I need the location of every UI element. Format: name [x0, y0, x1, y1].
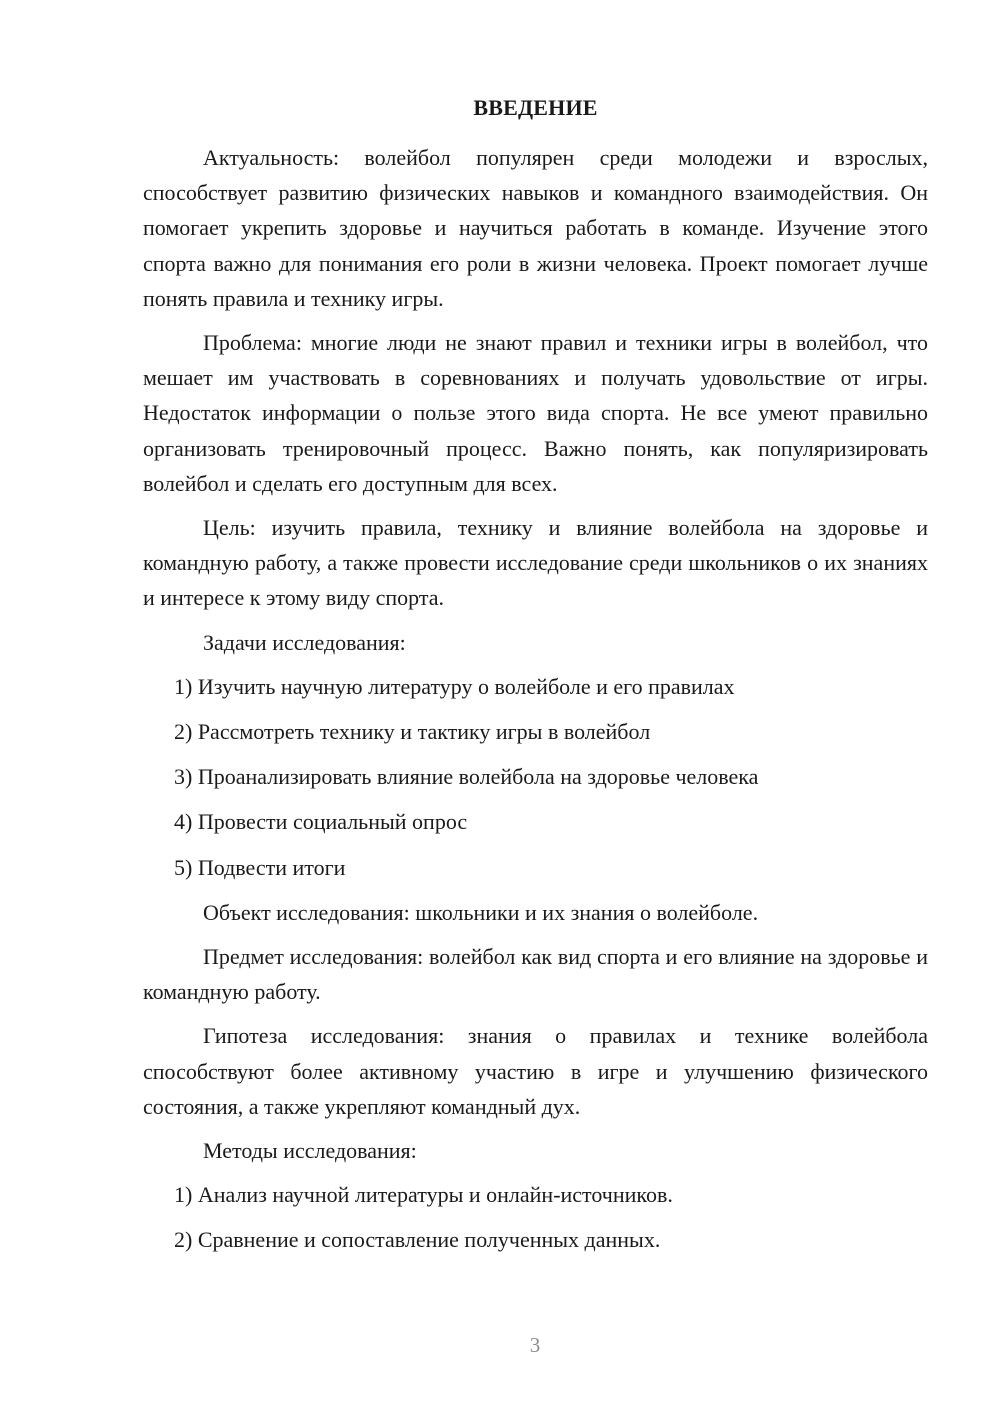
task-item: 5) Подвести итоги [174, 854, 346, 880]
task-item: 2) Рассмотреть технику и тактику игры в волейбол [174, 719, 651, 745]
problem-paragraph: Проблема: многие люди не знают правил и техники игры в волейбол, что мешает им участвовать в соревнованиях и получать удовольствие от игры. Недостаток информации о пользе этого вида спорта. Не все умеют правильно организовать тренировочный процесс. Важно понять, как популяризировать волейбол и сделать его доступным для всех. [143, 330, 928, 496]
hypothesis-paragraph: Гипотеза исследования: знания о правилах и технике волейбола способствуют более активному участию в игре и улучшению физического состояния, а также укрепляют командный дух. [143, 1023, 928, 1119]
task-item: 1) Изучить научную литературу о волейболе и его правилах [174, 673, 735, 699]
method-item: 2) Сравнение и сопоставление полученных данных. [174, 1227, 661, 1253]
page-number: 3 [529, 1333, 541, 1357]
page-title: ВВЕДЕНИЕ [473, 95, 598, 120]
object-paragraph: Объект исследования: школьники и их знания о волейболе. [203, 899, 759, 925]
goal-paragraph: Цель: изучить правила, технику и влияние волейбола на здоровье и командную работу, а также провести исследование среди школьников о их знаниях и интересе к этому виду спорта. [143, 515, 928, 611]
method-item: 1) Анализ научной литературы и онлайн-источников. [174, 1182, 673, 1208]
subject-paragraph: Предмет исследования: волейбол как вид спорта и его влияние на здоровье и командную работу. [143, 944, 928, 1005]
relevance-paragraph: Актуальность: волейбол популярен среди молодежи и взрослых, способствует развитию физических навыков и командного взаимодействия. Он помогает укрепить здоровье и научиться работать в команде. Изучение этого спорта важно для понимания его роли в жизни человека. Проект помогает лучше понять правила и технику игры. [143, 145, 928, 311]
tasks-heading: Задачи исследования: [203, 629, 406, 655]
methods-heading: Методы исследования: [203, 1138, 417, 1164]
task-item: 4) Провести социальный опрос [174, 809, 468, 835]
document-page [143, 92, 928, 1268]
task-item: 3) Проанализировать влияние волейбола на здоровье человека [174, 764, 759, 790]
